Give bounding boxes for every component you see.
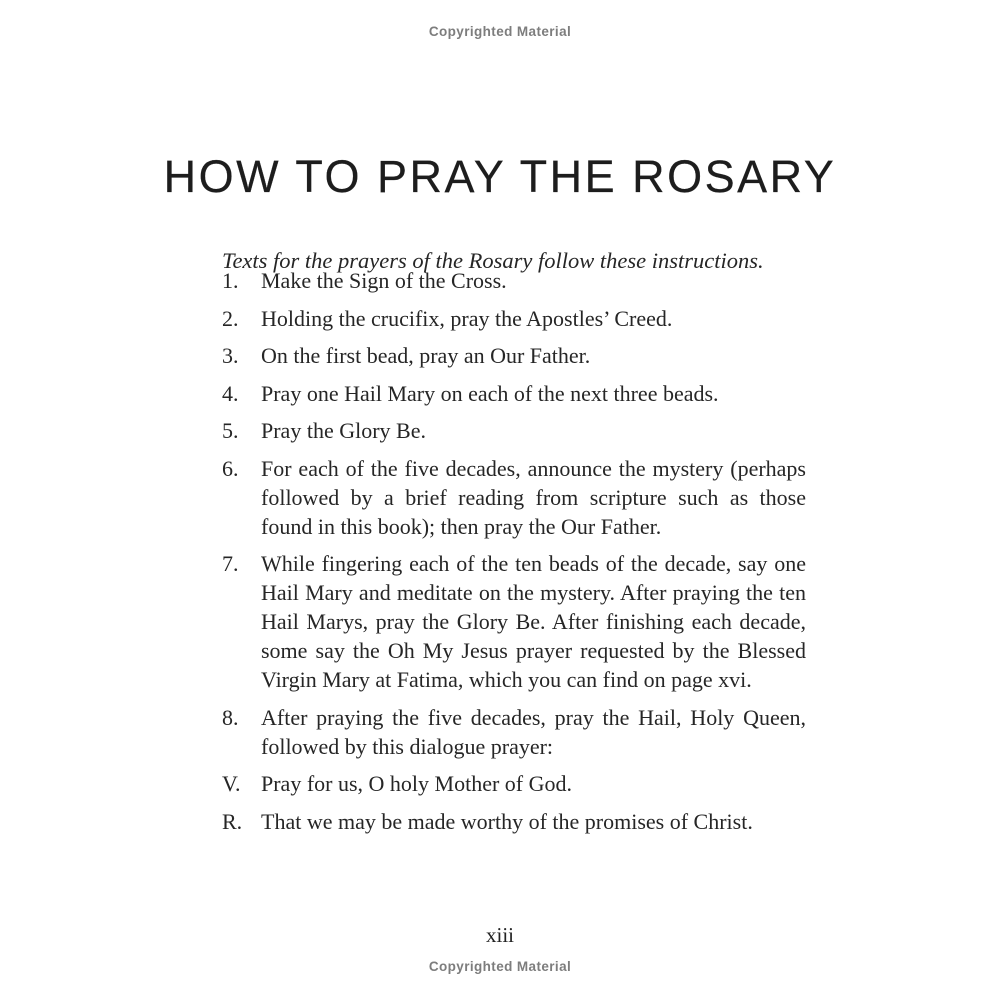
list-item	[222, 304, 806, 333]
item-number: 5.	[222, 418, 239, 443]
item-text: Pray the Glory Be.	[261, 418, 426, 443]
item-text: Make the Sign of the Cross.	[261, 268, 507, 293]
list-item	[222, 416, 806, 445]
page-number: xiii	[485, 923, 514, 947]
intro-text: Texts for the prayers of the Rosary follow these instructions.	[222, 247, 764, 273]
item-number: 8.	[222, 704, 239, 730]
item-number: 4.	[222, 380, 239, 406]
item-text: While fingering each of the ten beads of the decade, say one Hail Mary and meditate on the mystery. After praying the ten Hail Marys, pray the Glory Be. After finishing each decade, some say the Oh My Jesus prayer requested by the Blessed Virgin Mary at Fatima, which you can find on page xvi.	[261, 551, 806, 692]
item-number: 2.	[222, 305, 239, 331]
item-text: That we may be made worthy of the promises of Christ.	[261, 808, 753, 834]
item-number: V.	[222, 771, 241, 796]
versicle-row	[222, 769, 806, 798]
item-number: 7.	[222, 551, 239, 576]
item-text: Pray one Hail Mary on each of the next three beads.	[261, 380, 719, 406]
list-item	[222, 549, 806, 694]
item-text: On the first bead, pray an Our Father.	[261, 343, 591, 368]
copyright-notice-bottom: Copyrighted Material	[428, 959, 572, 974]
item-number: 3.	[222, 343, 239, 368]
item-text: Holding the crucifix, pray the Apostles’ Creed.	[261, 305, 673, 331]
item-number: 6.	[222, 455, 239, 481]
page-title: HOW TO PRAY THE ROSARY	[163, 151, 837, 203]
instruction-list	[222, 266, 806, 844]
list-item	[222, 703, 806, 761]
item-text: Pray for us, O holy Mother of God.	[261, 771, 573, 796]
response-row	[222, 807, 806, 836]
item-text: For each of the five decades, announce the mystery (perhaps followed by a brief reading from scripture such as those found in this book); then pray the Our Father.	[261, 455, 806, 539]
item-number: R.	[222, 808, 243, 834]
list-item	[222, 341, 806, 370]
list-item	[222, 266, 806, 295]
copyright-notice-top: Copyrighted Material	[428, 24, 572, 39]
item-text: After praying the five decades, pray the Hail, Holy Queen, followed by this dialogue prayer:	[261, 704, 806, 759]
list-item	[222, 454, 806, 541]
item-number: 1.	[222, 268, 239, 293]
list-item	[222, 379, 806, 408]
